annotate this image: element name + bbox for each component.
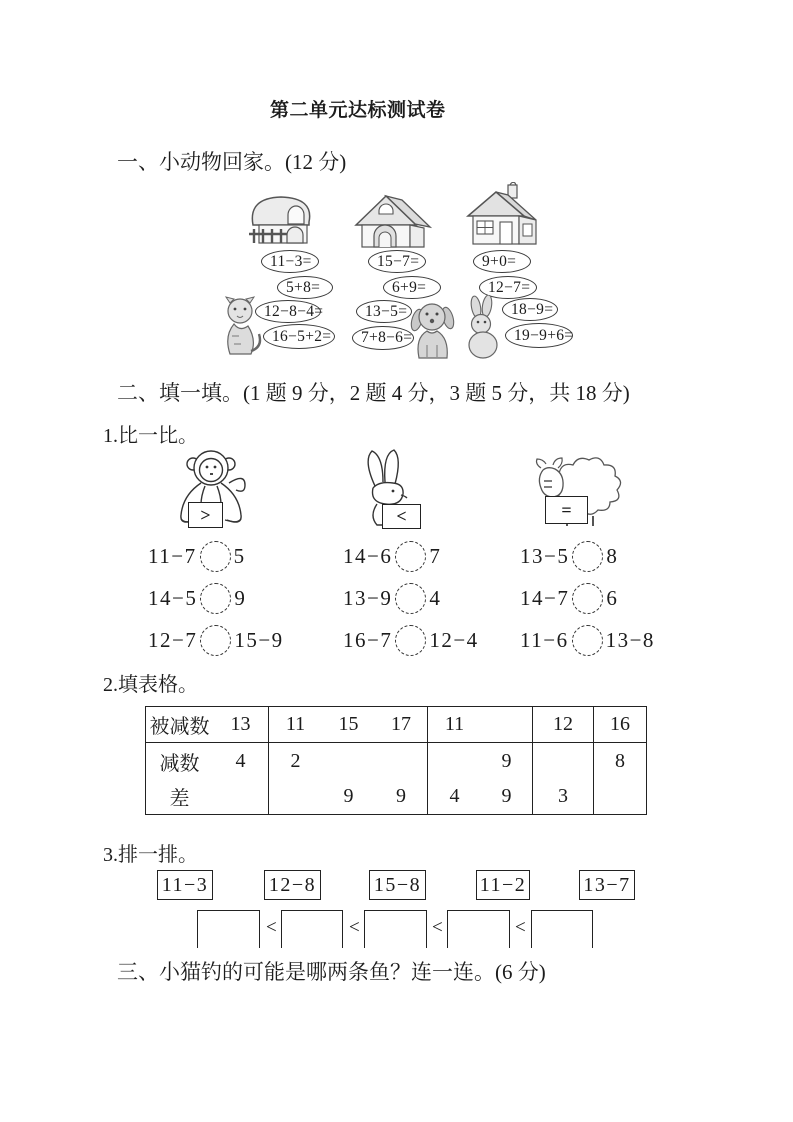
less-than-separator: < [515,917,526,938]
thatched-hut-icon [246,189,316,251]
sort-answer-box[interactable] [531,910,593,948]
table-cell: 3 [533,779,594,814]
table-cell: 9 [375,779,428,814]
expression-box: 11−3 [157,870,213,900]
compare-answer-circle[interactable] [200,541,231,572]
answer-oval[interactable]: 18−9= [502,298,558,321]
compare-item [520,538,618,574]
expression-box: 13−7 [579,870,635,900]
table-cell: 差 [169,788,190,810]
table-blank-cell[interactable] [213,779,269,814]
table-cell: 9 [481,779,533,814]
compare-item [343,538,441,574]
sort-answer-box[interactable] [364,910,427,948]
table-cell: 8 [615,749,625,772]
table-cell: 16 [594,707,646,743]
compare-answer-circle[interactable] [572,625,603,656]
sheep-sign-box: = [545,496,588,524]
rabbit-sign-box: < [382,504,421,529]
answer-oval[interactable]: 12−8−4= [255,300,321,323]
compare-right-term: 8 [606,543,619,568]
compare-answer-circle[interactable] [395,625,426,656]
compare-label: 1.比一比。 [103,425,198,447]
table-blank-cell[interactable] [533,743,594,779]
table-blank-cell[interactable] [481,707,533,743]
answer-oval[interactable]: 12−7= [479,276,537,299]
compare-right-term: 7 [429,543,442,568]
table-blank-cell[interactable] [269,779,322,814]
compare-left-term: 16−7 [343,627,393,652]
expression-box: 12−8 [264,870,321,900]
compare-item [520,580,618,616]
compare-left-term: 11−6 [520,627,569,652]
compare-right-term: 6 [606,585,619,610]
compare-left-term: 14−5 [148,585,198,610]
cottage-house-icon [463,182,539,252]
compare-right-term: 12−4 [429,627,479,652]
dog-icon [407,301,459,360]
table-cell: 11 [269,707,322,743]
expression-box: 15−8 [369,870,426,900]
compare-right-term: 4 [429,585,442,610]
compare-answer-circle[interactable] [572,541,603,572]
compare-answer-circle[interactable] [395,541,426,572]
compare-right-term: 15−9 [234,627,284,652]
page-title: 第二单元达标测试卷 [270,100,446,121]
compare-left-term: 13−5 [520,543,570,568]
table-cell: 被减数 [146,707,213,743]
table-blank-cell[interactable] [375,743,428,779]
answer-oval[interactable]: 7+8−6= [352,326,414,350]
answer-oval[interactable]: 19−9+6= [505,323,573,348]
table-cell: 4 [449,785,460,807]
table-cell: 2 [290,749,301,772]
compare-item [343,580,441,616]
sort-answer-box[interactable] [197,910,260,948]
compare-item [148,622,284,658]
compare-answer-circle[interactable] [572,583,603,614]
sort-label: 3.排一排。 [103,844,198,866]
expression-box: 11−2 [476,870,530,900]
compare-left-term: 14−7 [520,585,570,610]
table-cell: 11 [428,707,481,743]
kennel-house-icon [352,191,432,251]
answer-oval[interactable]: 11−3= [261,250,319,273]
table-cell: 13 [213,707,269,743]
compare-answer-circle[interactable] [395,583,426,614]
compare-left-term: 14−6 [343,543,393,568]
table-cell: 15 [322,707,375,743]
compare-right-term: 5 [233,543,246,568]
answer-oval[interactable]: 5+8= [277,276,333,299]
compare-left-term: 13−9 [343,585,393,610]
table-cell: 17 [375,707,428,743]
table-label: 2.填表格。 [103,674,198,696]
compare-left-term: 12−7 [148,627,198,652]
section-three-heading: 三、小猫钓的可能是哪两条鱼？连一连。(6 分) [117,960,546,984]
less-than-separator: < [349,917,360,938]
answer-oval[interactable]: 13−5= [356,300,412,323]
table-cell: 9 [343,785,354,807]
sort-answer-box[interactable] [447,910,510,948]
section-one-heading: 一、小动物回家。(12 分) [117,150,347,174]
compare-answer-circle[interactable] [200,625,231,656]
answer-oval[interactable]: 15−7= [368,250,426,273]
fill-table [145,706,647,815]
table-blank-cell[interactable] [428,743,481,779]
section-two-heading: 二、填一填。(1 题 9 分，2 题 4 分，3 题 5 分，共 18 分) [117,381,630,405]
cat-icon [218,296,264,358]
table-blank-cell[interactable] [322,743,375,779]
compare-right-term: 9 [234,585,247,610]
compare-answer-circle[interactable] [200,583,231,614]
compare-item [148,538,246,574]
rabbit-icon [460,295,506,359]
table-cell: 12 [533,707,594,743]
compare-item [343,622,479,658]
monkey-sign-box: > [188,502,223,528]
less-than-separator: < [266,917,277,938]
sort-answer-box[interactable] [281,910,343,948]
table-cell: 9 [481,743,533,779]
compare-left-term: 11−7 [148,543,197,568]
table-blank-cell[interactable] [594,779,646,814]
table-cell: 减数 [159,752,200,775]
compare-item [520,622,655,658]
answer-oval[interactable]: 9+0= [473,250,531,273]
less-than-separator: < [432,917,443,938]
compare-item [148,580,246,616]
compare-right-term: 13−8 [605,627,655,652]
answer-oval[interactable]: 16−5+2= [263,324,335,349]
answer-oval[interactable]: 6+9= [383,276,441,299]
table-cell: 4 [213,743,269,779]
